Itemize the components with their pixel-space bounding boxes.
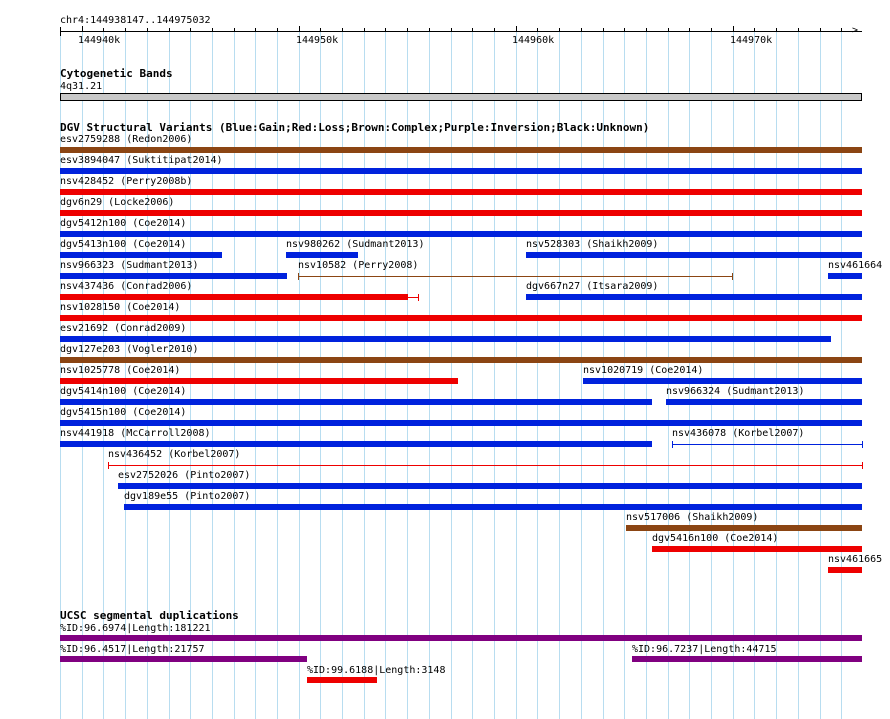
variant-end-cap xyxy=(672,441,673,448)
ruler-tick xyxy=(624,28,625,32)
cytoband-bar[interactable] xyxy=(60,93,862,101)
ruler-tick xyxy=(733,26,734,32)
variant-label[interactable]: dgv6n29 (Locke2006) xyxy=(60,197,175,208)
segdup-label[interactable]: %ID:96.7237|Length:44715 xyxy=(632,644,777,655)
ruler-tick xyxy=(320,28,321,32)
variant-bar[interactable] xyxy=(828,273,862,279)
variant-bar[interactable] xyxy=(286,252,358,258)
dgv-track-title[interactable]: DGV Structural Variants (Blue:Gain;Red:Loss;Brown:Complex;Purple:Inversion;Black:Unknown) xyxy=(60,121,650,134)
ruler-tick xyxy=(451,28,452,32)
variant-bar[interactable] xyxy=(60,210,862,216)
variant-bar[interactable] xyxy=(828,567,862,573)
variant-label[interactable]: dgv5416n100 (Coe2014) xyxy=(652,533,779,544)
position-label: chr4:144938147..144975032 xyxy=(60,15,211,26)
ruler-tick xyxy=(429,28,430,32)
variant-label[interactable]: nsv461664 xyxy=(828,260,883,271)
variant-label[interactable]: nsv966323 (Sudmant2013) xyxy=(60,260,199,271)
variant-end-cap xyxy=(108,462,109,469)
ruler-right-arrow: > xyxy=(852,25,859,36)
ruler-tick xyxy=(537,28,538,32)
variant-label[interactable]: nsv428452 (Perry2008b) xyxy=(60,176,193,187)
variant-bar[interactable] xyxy=(118,483,862,489)
variant-bar[interactable] xyxy=(60,294,408,300)
variant-bar[interactable] xyxy=(60,357,862,363)
variant-line[interactable] xyxy=(298,276,732,277)
ruler-tick xyxy=(385,28,386,32)
ruler-tick xyxy=(603,28,604,32)
variant-label[interactable]: dgv5414n100 (Coe2014) xyxy=(60,386,187,397)
ruler-tick xyxy=(668,28,669,32)
variant-label[interactable]: nsv1028150 (Coe2014) xyxy=(60,302,181,313)
variant-line[interactable] xyxy=(672,444,862,445)
segdup-track-title[interactable]: UCSC segmental duplications xyxy=(60,609,239,622)
ruler-tick xyxy=(711,28,712,32)
variant-end-cap xyxy=(732,273,733,280)
ruler-tick xyxy=(776,28,777,32)
variant-label[interactable]: nsv1020719 (Coe2014) xyxy=(583,365,704,376)
tick-label-144970k: 144970k xyxy=(730,35,773,46)
variant-bar[interactable] xyxy=(124,504,862,510)
grid-line xyxy=(820,30,821,719)
variant-bar[interactable] xyxy=(60,189,862,195)
grid-line xyxy=(754,30,755,719)
ruler-tick xyxy=(234,28,235,32)
ruler-tick xyxy=(255,28,256,32)
grid-line xyxy=(798,30,799,719)
cytoband-label: 4q31.21 xyxy=(60,81,103,92)
ruler-tick xyxy=(212,28,213,32)
segdup-bar[interactable] xyxy=(307,677,377,683)
grid-line xyxy=(711,30,712,719)
variant-bar[interactable] xyxy=(60,252,222,258)
variant-bar[interactable] xyxy=(526,252,862,258)
cytoband-track-title[interactable]: Cytogenetic Bands xyxy=(60,67,173,80)
ruler-tick xyxy=(472,28,473,32)
variant-end-cap xyxy=(418,294,419,301)
variant-label[interactable]: nsv517006 (Shaikh2009) xyxy=(626,512,759,523)
variant-label[interactable]: nsv966324 (Sudmant2013) xyxy=(666,386,805,397)
variant-bar[interactable] xyxy=(60,273,287,279)
ruler-tick xyxy=(277,28,278,32)
variant-bar[interactable] xyxy=(626,525,862,531)
grid-line xyxy=(841,30,842,719)
variant-label[interactable]: nsv436078 (Korbel2007) xyxy=(672,428,805,439)
segdup-label[interactable]: %ID:99.6188|Length:3148 xyxy=(307,665,446,676)
ruler-tick xyxy=(364,28,365,32)
tick-label-144960k: 144960k xyxy=(512,35,555,46)
ruler-tick xyxy=(841,28,842,32)
ruler-tick xyxy=(646,28,647,32)
variant-bar[interactable] xyxy=(60,147,862,153)
ruler-tick xyxy=(516,26,517,32)
segdup-bar[interactable] xyxy=(60,656,307,662)
variant-label[interactable]: esv21692 (Conrad2009) xyxy=(60,323,187,334)
ruler-tick xyxy=(798,28,799,32)
tick-label-144950k: 144950k xyxy=(296,35,339,46)
variant-bar[interactable] xyxy=(652,546,862,552)
variant-label[interactable]: esv2759288 (Redon2006) xyxy=(60,134,193,145)
ruler-tick xyxy=(581,28,582,32)
variant-bar[interactable] xyxy=(60,336,831,342)
variant-label[interactable]: nsv10582 (Perry2008) xyxy=(298,260,419,271)
variant-label[interactable]: dgv5415n100 (Coe2014) xyxy=(60,407,187,418)
variant-label[interactable]: nsv441918 (McCarroll2008) xyxy=(60,428,211,439)
variant-bar[interactable] xyxy=(583,378,862,384)
variant-label[interactable]: dgv127e203 (Vogler2010) xyxy=(60,344,199,355)
ruler-axis xyxy=(60,31,862,32)
variant-bar[interactable] xyxy=(666,399,862,405)
variant-bar[interactable] xyxy=(60,315,862,321)
grid-line xyxy=(733,30,734,719)
segdup-bar[interactable] xyxy=(60,635,862,641)
ruler-tick xyxy=(82,26,83,32)
variant-end-cap xyxy=(862,441,863,448)
variant-label[interactable]: nsv461665 xyxy=(828,554,883,565)
ruler-tick xyxy=(169,28,170,32)
ruler-tick xyxy=(342,28,343,32)
variant-extension-line[interactable] xyxy=(408,297,418,298)
variant-line[interactable] xyxy=(108,465,862,466)
ruler-tick xyxy=(754,28,755,32)
variant-label[interactable]: dgv5413n100 (Coe2014) xyxy=(60,239,187,250)
ruler-tick xyxy=(190,28,191,32)
ruler-tick xyxy=(147,28,148,32)
segdup-label[interactable]: %ID:96.6974|Length:181221 xyxy=(60,623,211,634)
variant-bar[interactable] xyxy=(60,231,862,237)
variant-end-cap xyxy=(298,273,299,280)
ruler-tick xyxy=(689,28,690,32)
ruler-tick xyxy=(494,28,495,32)
variant-bar[interactable] xyxy=(60,168,862,174)
variant-label[interactable]: nsv980262 (Sudmant2013) xyxy=(286,239,425,250)
variant-label[interactable]: esv3894047 (Suktitipat2014) xyxy=(60,155,223,166)
segdup-label[interactable]: %ID:96.4517|Length:21757 xyxy=(60,644,205,655)
variant-label[interactable]: dgv667n27 (Itsara2009) xyxy=(526,281,659,292)
ruler-tick xyxy=(407,28,408,32)
variant-bar[interactable] xyxy=(60,441,652,447)
variant-label[interactable]: nsv437436 (Conrad2006) xyxy=(60,281,193,292)
variant-label[interactable]: nsv1025778 (Coe2014) xyxy=(60,365,181,376)
variant-bar[interactable] xyxy=(60,420,862,426)
ruler-tick xyxy=(60,28,61,32)
variant-end-cap xyxy=(862,462,863,469)
variant-label[interactable]: dgv5412n100 (Coe2014) xyxy=(60,218,187,229)
variant-bar[interactable] xyxy=(60,399,652,405)
grid-line xyxy=(776,30,777,719)
ruler-tick xyxy=(299,26,300,32)
variant-bar[interactable] xyxy=(60,378,458,384)
variant-label[interactable]: nsv436452 (Korbel2007) xyxy=(108,449,241,460)
segdup-bar[interactable] xyxy=(632,656,862,662)
ruler-tick xyxy=(103,28,104,32)
variant-label[interactable]: dgv189e55 (Pinto2007) xyxy=(124,491,251,502)
ruler-tick xyxy=(125,28,126,32)
ruler-tick xyxy=(820,28,821,32)
tick-label-144940k: 144940k xyxy=(78,35,121,46)
variant-label[interactable]: esv2752026 (Pinto2007) xyxy=(118,470,251,481)
ruler-tick xyxy=(559,28,560,32)
variant-label[interactable]: nsv528303 (Shaikh2009) xyxy=(526,239,659,250)
variant-bar[interactable] xyxy=(526,294,862,300)
